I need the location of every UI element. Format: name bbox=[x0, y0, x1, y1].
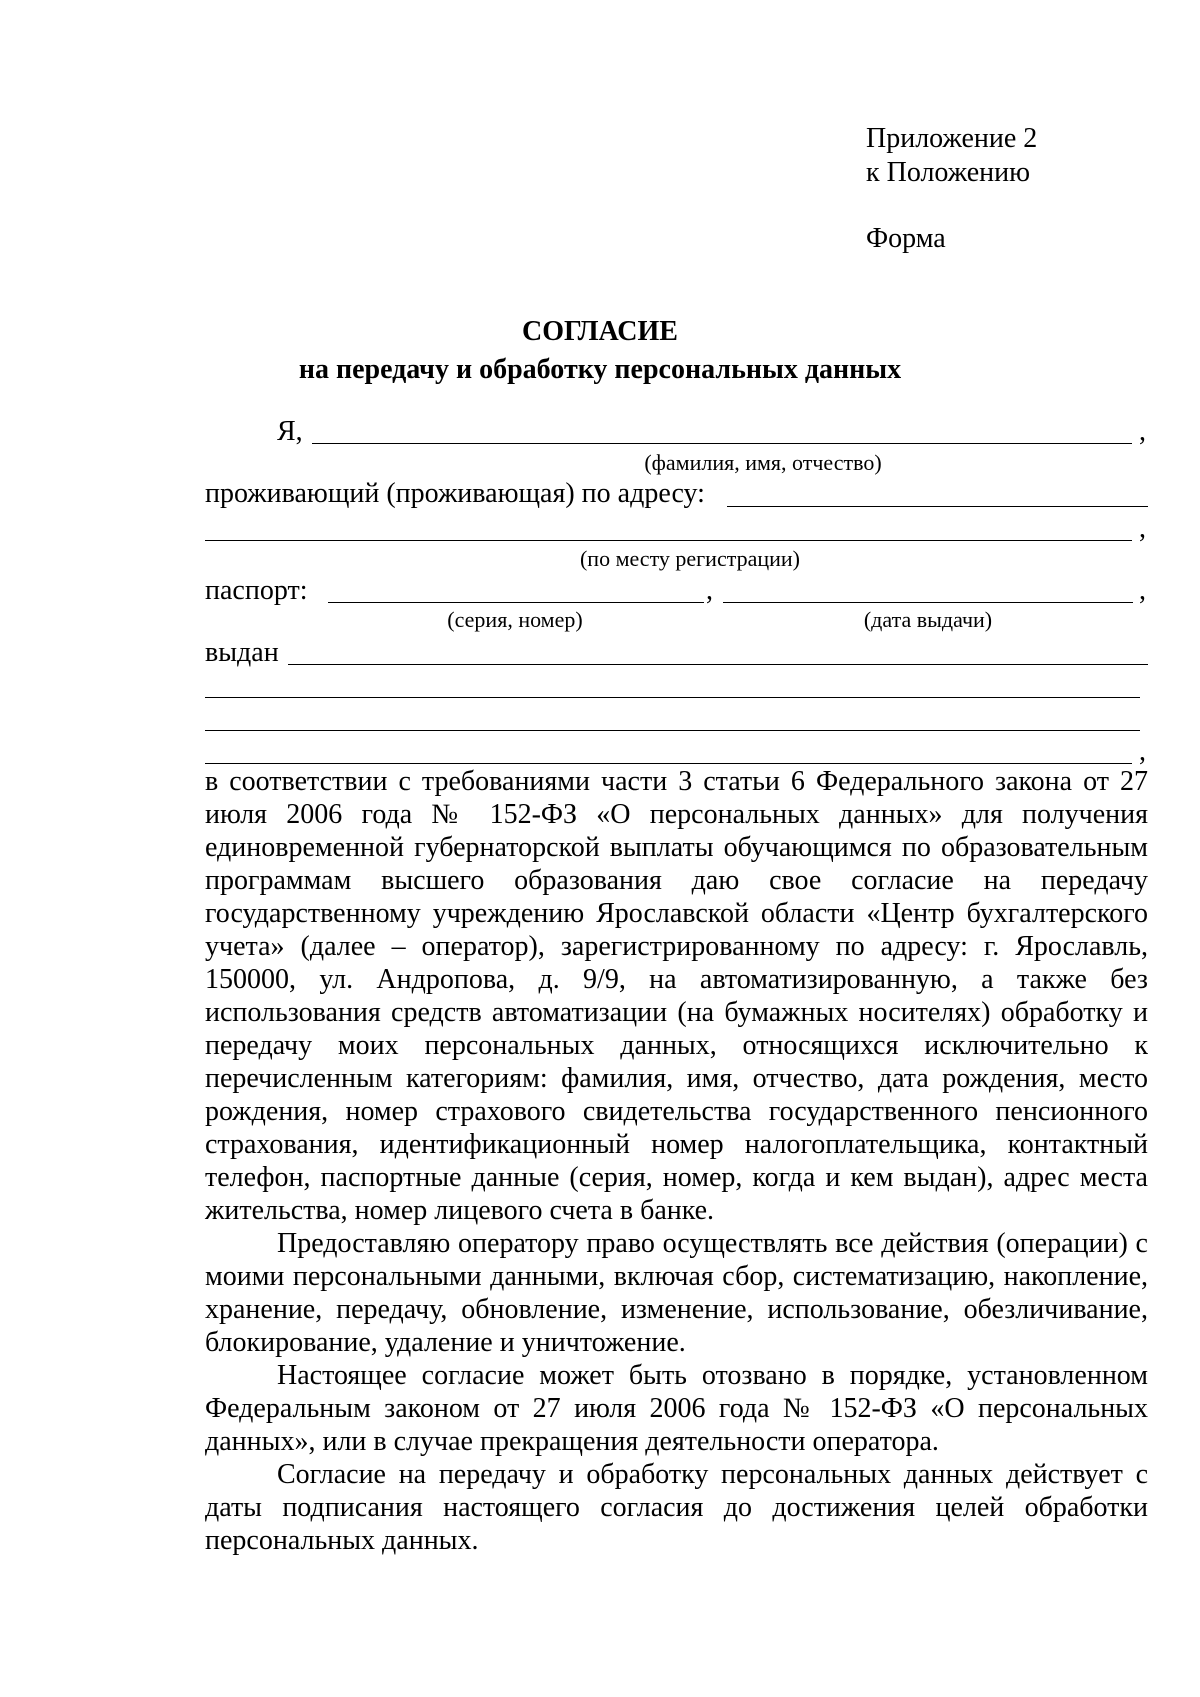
fio-field[interactable] bbox=[312, 443, 1132, 444]
date-caption: (дата выдачи) bbox=[863, 607, 993, 632]
address-label: проживающий (проживающая) по адресу: bbox=[205, 478, 705, 509]
document-subtitle: на передачу и обработку персональных данных bbox=[298, 354, 902, 385]
address-caption: (по месту регистрации) bbox=[579, 546, 801, 571]
address-comma: , bbox=[1139, 513, 1146, 544]
issued-field-line-1[interactable] bbox=[288, 664, 1148, 665]
paragraph-operator-rights: Предоставляю оператору право осуществлять все действия (операции) с моими персональными данными, включая сбор, систематизацию, накопление, хранение, передачу, обновление, изменение, использование, обезличивание, блокирование, удаление и уничтожение. bbox=[205, 1228, 1148, 1358]
passport-series-field[interactable] bbox=[328, 602, 704, 603]
issued-comma: , bbox=[1139, 736, 1146, 767]
issued-label: выдан bbox=[205, 637, 279, 668]
issued-field-line-2[interactable] bbox=[205, 697, 1140, 698]
series-caption: (серия, номер) bbox=[447, 607, 583, 632]
fio-comma: , bbox=[1139, 416, 1146, 447]
paragraph-consent-basis: в соответствии с требованиями части 3 статьи 6 Федерального закона от 27 июля 2006 года № 152-ФЗ «О персональных данных» для получения единовременной губернаторской выплаты обучающимся по образовательным программам высшего образования даю свое согласие на передачу государственному учреждению Ярославской области «Центр бухгалтерского учета» (далее – оператор), зарегистрированному по адресу: г. Ярославль, 150000, ул. Андропова, д. 9/9, на автоматизированную, а также без использования средств автоматизации (на бумажных носителях) обработку и передачу моих персональных данных, относящихся исключительно к перечисленным категориям: фамилия, имя, отчество, дата рождения, место рождения, номер страхового свидетельства государственного пенсионного страхования, идентификационный номер налогоплательщика, контактный телефон, паспортные данные (серия, номер, когда и кем выдан), адрес места жительства, номер лицевого счета в банке. bbox=[205, 766, 1148, 1226]
issued-field-line-4[interactable] bbox=[205, 763, 1132, 764]
i-label: Я, bbox=[277, 416, 303, 447]
body-text bbox=[205, 765, 1148, 1557]
passport-date-comma: , bbox=[1139, 575, 1146, 606]
address-field-line-1[interactable] bbox=[727, 506, 1148, 507]
issued-field-line-3[interactable] bbox=[205, 730, 1140, 731]
paragraph-revocation: Настоящее согласие может быть отозвано в порядке, установленном Федеральным законом от 27 июля 2006 года № 152-ФЗ «О персональных данных», или в случае прекращения деятельности оператора. bbox=[205, 1360, 1148, 1457]
appendix-label: Приложение 2 bbox=[866, 123, 1038, 154]
form-label: Форма bbox=[866, 223, 946, 254]
paragraph-validity: Согласие на передачу и обработку персональных данных действует с даты подписания настоящего согласия до достижения целей обработки персональных данных. bbox=[205, 1459, 1148, 1556]
fio-caption: (фамилия, имя, отчество) bbox=[644, 450, 882, 475]
passport-label: паспорт: bbox=[205, 575, 308, 606]
document-title: СОГЛАСИЕ bbox=[522, 316, 678, 347]
passport-series-comma: , bbox=[706, 575, 713, 606]
passport-date-field[interactable] bbox=[723, 602, 1133, 603]
address-field-line-2[interactable] bbox=[205, 540, 1132, 541]
regulation-label: к Положению bbox=[866, 157, 1031, 188]
